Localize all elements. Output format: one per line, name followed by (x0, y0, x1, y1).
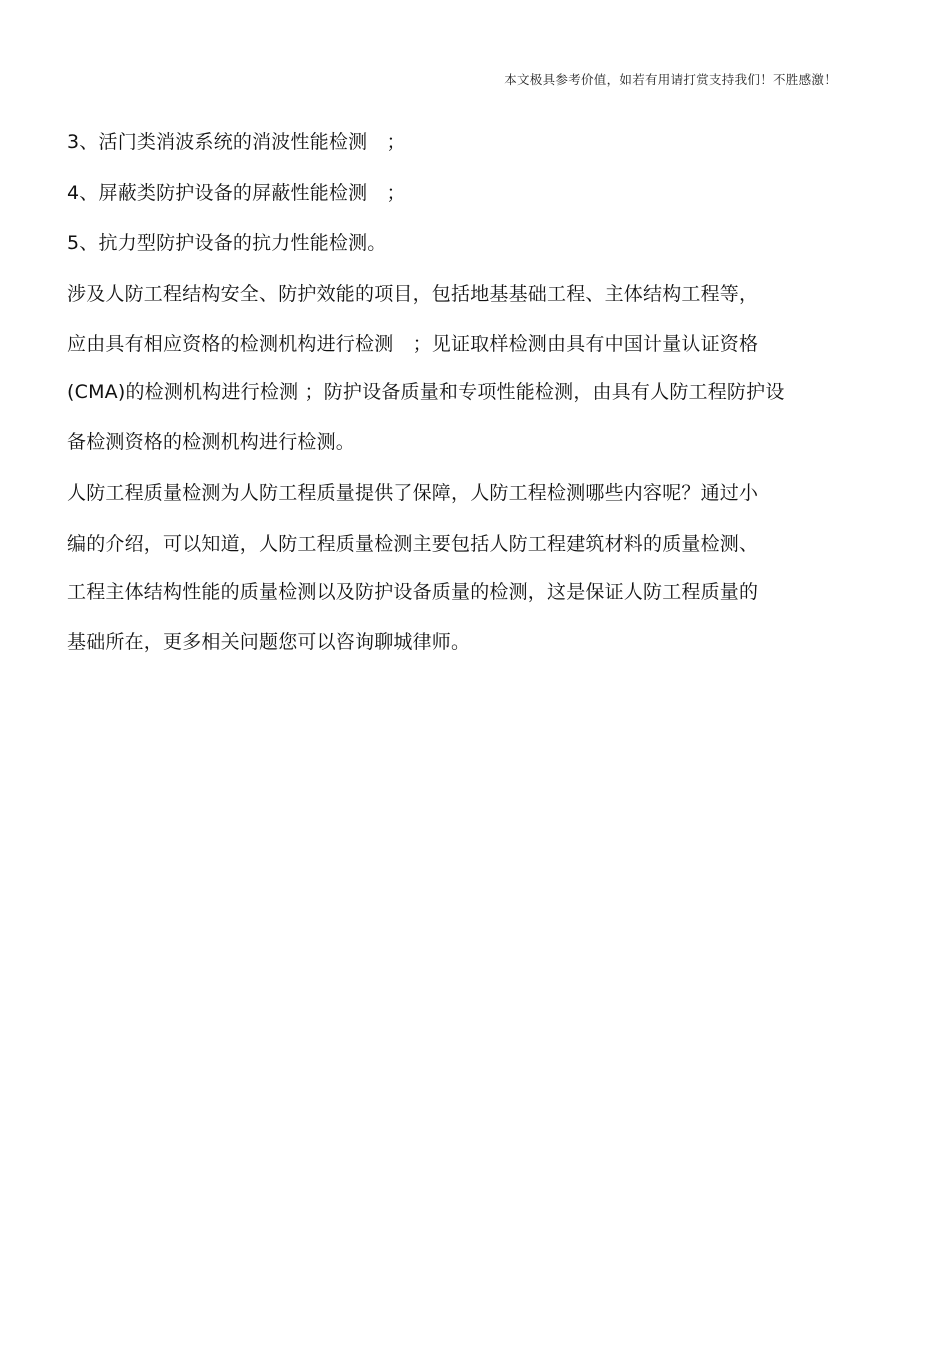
text-line: 涉及人防工程结构安全、防护效能的项目，包括地基基础工程、主体结构工程等， (67, 283, 759, 305)
text-line: 编的介绍，可以知道，人防工程质量检测主要包括人防工程建筑材料的质量检测、 (67, 533, 759, 555)
text-line: 3、活门类消波系统的消波性能检测 ； (67, 131, 406, 153)
text-line: 人防工程质量检测为人防工程质量提供了保障，人防工程检测哪些内容呢？通过小 (67, 482, 759, 504)
text-line: 备检测资格的检测机构进行检测。 (67, 431, 356, 453)
text-line: 工程主体结构性能的质量检测以及防护设备质量的检测，这是保证人防工程质量的 (67, 581, 759, 603)
text-line: 5、抗力型防护设备的抗力性能检测。 (67, 232, 387, 254)
text-line: 应由具有相应资格的检测机构进行检测 ；见证取样检测由具有中国计量认证资格 (67, 333, 759, 355)
text-line: 基础所在，更多相关问题您可以咨询聊城律师。 (67, 631, 471, 653)
text-line: (CMA)的检测机构进行检测 ；防护设备质量和专项性能检测，由具有人防工程防护设 (67, 381, 785, 403)
text-line: 4、屏蔽类防护设备的屏蔽性能检测 ； (67, 182, 406, 204)
header-note: 本文极具参考价值，如若有用请打赏支持我们！不胜感激！ (504, 72, 837, 87)
